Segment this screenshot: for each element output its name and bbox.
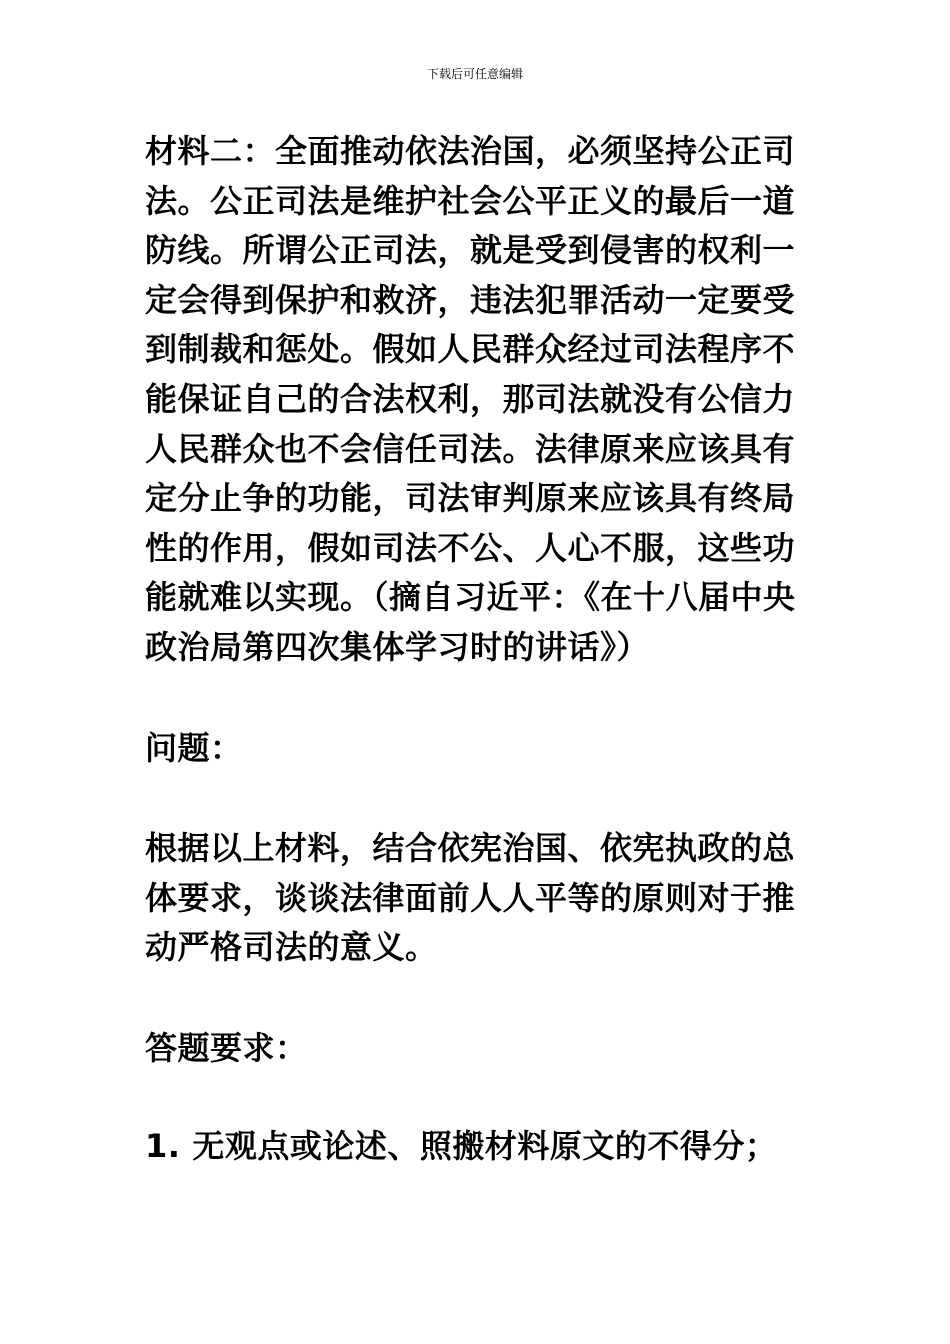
question-paragraph: 根据以上材料，结合依宪治国、依宪执政的总体要求，谈谈法律面前人人平等的原则对于推动严格司法的意义。 [145, 829, 796, 967]
page-header: 下载后可任意编辑 [426, 67, 523, 81]
requirements-heading: 答题要求： [145, 1029, 308, 1067]
requirement-text: 无观点或论述、照搬材料原文的不得分； [192, 1127, 778, 1165]
requirement-item [145, 1122, 810, 1172]
question-heading: 问题： [145, 729, 243, 767]
requirement-number: 1. [145, 1127, 181, 1165]
material-paragraph: 材料二：全面推动依法治国，必须坚持公正司法。公正司法是维护社会公平正义的最后一道防线。所谓公正司法，就是受到侵害的权利一定会得到保护和救济，违法犯罪活动一定要受到制裁和惩处。假如人民群众经过司法程序不能保证自己的合法权利，那司法就没有公信力人民群众也不会信任司法。法律原来应该具有定分止争的功能，司法审判原来应该具有终局性的作用，假如司法不公、人心不服，这些功能就难以实现。（摘自习近平：《在十八届中央政治局第四次集体学习时的讲话》） [145, 132, 796, 666]
